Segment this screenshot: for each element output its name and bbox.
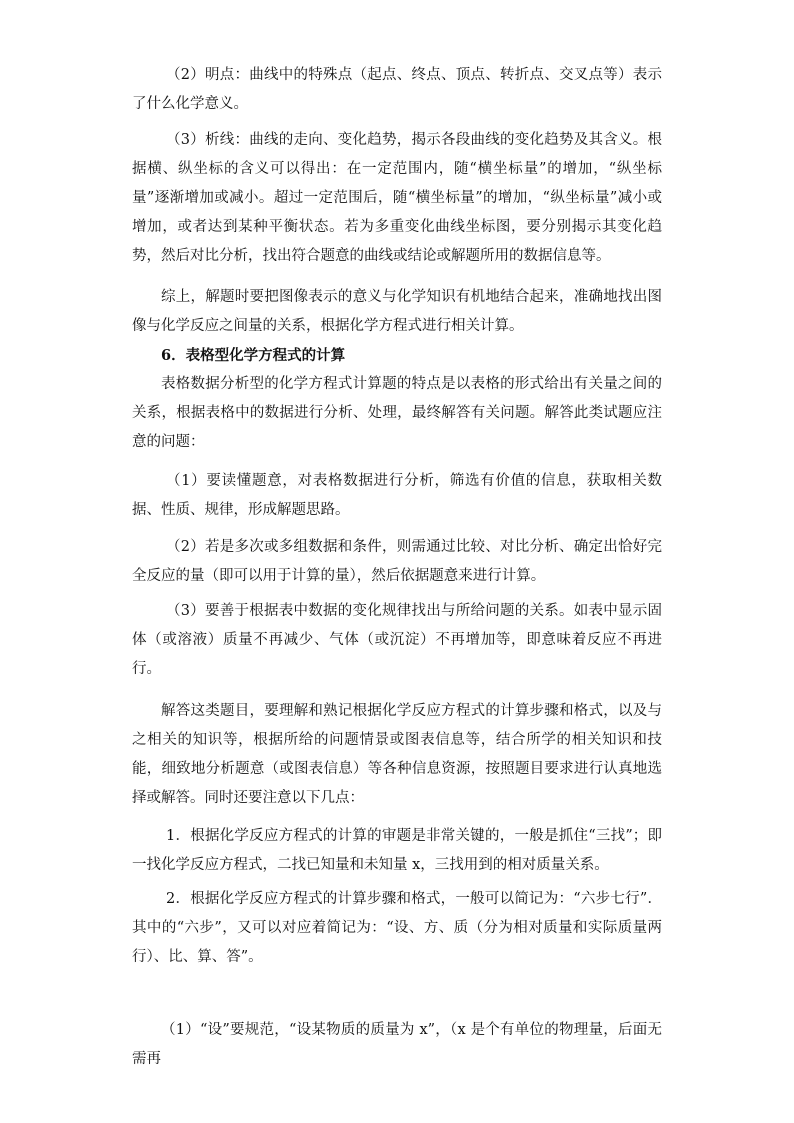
paragraph-ming-dian: （2）明点：曲线中的特殊点（起点、终点、顶点、转折点、交叉点等）表示了什么化学意义。 <box>132 67 662 112</box>
paragraph-xi-xian: （3）析线：曲线的走向、变化趋势，揭示各段曲线的变化趋势及其含义。根据横、纵坐标的含义可以得出：在一定范围内，随“横坐标量”的增加，“纵坐标量”逐渐增加或减小。超过一定范围后，随“横坐标量”的增加，“纵坐标量”减小或增加，或者达到某种平衡状态。若为多重变化曲线坐标图，要分别揭示其变化趋势，然后对比分析，找出符合题意的曲线或结论或解题所用的数据信息等。 <box>132 132 662 264</box>
paragraph-she-step: （1）“设”要规范，“设某物质的质量为 x”，（x 是个有单位的物理量，后面无需再 <box>132 1022 662 1067</box>
paragraph-table-point-2: （2）若是多次或多组数据和条件，则需通过比较、对比分析、确定出恰好完全反应的量（即可以用于计算的量），然后依据题意来进行计算。 <box>132 539 662 584</box>
paragraph-table-point-3: （3）要善于根据表中数据的变化规律找出与所给问题的关系。如表中显示固体（或溶液）质量不再减少、气体（或沉淀）不再增加等，即意味着反应不再进行。 <box>132 603 662 677</box>
paragraph-table-intro: 表格数据分析型的化学方程式计算题的特点是以表格的形式给出有关量之间的关系，根据表格中的数据进行分析、处理，最终解答有关问题。解答此类试题应注意的问题： <box>132 376 662 450</box>
paragraph-answer-method: 解答这类题目，要理解和熟记根据化学反应方程式的计算步骤和格式，以及与之相关的知识等，根据所给的问题情景或图表信息等，结合所学的相关知识和技能，细致地分析题意（或图表信息）等各种信息资源，按照题目要求进行认真地选择或解答。同时还要注意以下几点： <box>132 703 662 806</box>
paragraph-summary: 综上，解题时要把图像表示的意义与化学知识有机地结合起来，准确地找出图像与化学反应之间量的关系，根据化学方程式进行相关计算。 <box>132 289 662 334</box>
paragraph-table-point-1: （1）要读懂题意，对表格数据进行分析，筛选有价值的信息，获取相关数据、性质、规律，形成解题思路。 <box>132 473 662 518</box>
paragraph-note-2: 2．根据化学反应方程式的计算步骤和格式，一般可以简记为：“六步七行”．其中的“六步”，又可以对应着简记为：“设、方、质（分为相对质量和实际质量两行）、比、算、答”。 <box>132 891 662 965</box>
paragraph-note-1: 1．根据化学反应方程式的计算的审题是非常关键的，一般是抓住“三找”；即一找化学反应方程式，二找已知量和未知量 x，三找用到的相对质量关系。 <box>132 828 662 873</box>
section-heading-table-calculation: 6．表格型化学方程式的计算 <box>161 347 346 364</box>
